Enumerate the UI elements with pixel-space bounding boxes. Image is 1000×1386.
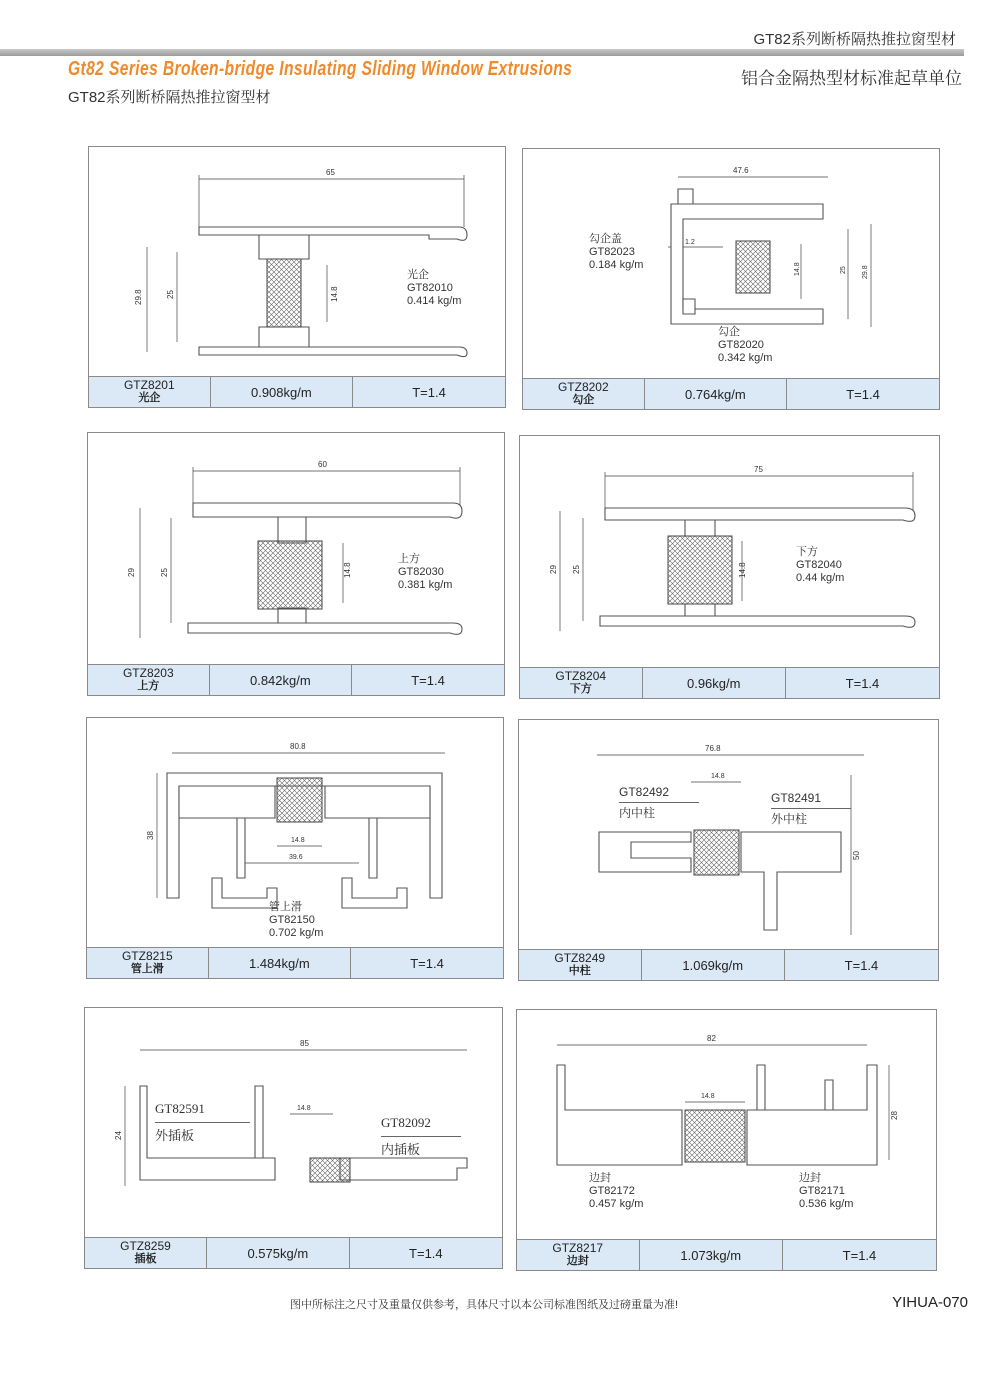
dim-strip: 14.8 xyxy=(297,1105,311,1112)
thermal-strip xyxy=(258,541,322,609)
subtitle-right: 铝合金隔热型材标准起草单位 xyxy=(741,69,962,88)
profile-panel-gtz8259 xyxy=(84,1007,503,1269)
dim-height: 28 xyxy=(890,1111,899,1120)
profile-drawing xyxy=(523,149,939,379)
model-weight: 1.484kg/m xyxy=(209,948,351,978)
title-cn: GT82系列断桥隔热推拉窗型材 xyxy=(68,89,271,106)
model-name: 管上滑 xyxy=(130,963,164,975)
part-label: GT82492 内中柱 xyxy=(619,782,699,823)
part-label: 光企 GT82010 0.414 kg/m xyxy=(407,269,462,307)
profile-panel-gtz8201 xyxy=(88,146,506,408)
part-label: 勾企 GT82020 0.342 kg/m xyxy=(718,326,773,364)
dim-height: 24 xyxy=(114,1131,123,1140)
spec-row xyxy=(519,949,938,980)
thermal-strip xyxy=(310,1158,350,1182)
dim-width: 76.8 xyxy=(705,744,721,753)
part-label: GT82491 外中柱 xyxy=(771,788,851,829)
header-rule xyxy=(0,49,964,56)
dim-width: 75 xyxy=(754,465,763,474)
profile-drawing xyxy=(87,718,503,948)
part-label: GT82591 外插板 xyxy=(155,1096,250,1149)
model-code: GTZ8202 xyxy=(557,380,609,394)
dim-width: 47.6 xyxy=(733,166,749,175)
dim-width: 80.8 xyxy=(290,742,306,751)
thermal-strip xyxy=(668,536,732,604)
spec-row xyxy=(517,1239,936,1270)
profile-panel-gtz8203 xyxy=(87,432,505,696)
dim-gap: 1.2 xyxy=(685,239,695,246)
dim-height: 29 xyxy=(127,568,136,577)
part-label: 上方 GT82030 0.381 kg/m xyxy=(398,553,453,591)
model-code: GTZ8217 xyxy=(552,1241,604,1255)
model-thickness: T=1.4 xyxy=(410,955,444,971)
dim-strip: 14.8 xyxy=(291,837,305,844)
dim-width: 82 xyxy=(707,1034,716,1043)
page-number: YIHUA-070 xyxy=(892,1294,968,1311)
thermal-strip xyxy=(267,259,301,327)
dim-strip: 14.8 xyxy=(330,286,339,302)
profile-drawing xyxy=(88,433,504,665)
model-weight: 0.908kg/m xyxy=(211,377,353,407)
dim-height: 50 xyxy=(852,851,861,860)
profile-shape xyxy=(599,832,691,872)
spec-row xyxy=(520,667,939,698)
model-weight: 1.073kg/m xyxy=(640,1240,783,1270)
model-name: 上方 xyxy=(137,680,160,692)
profile-shape xyxy=(199,227,467,240)
model-name: 边封 xyxy=(566,1255,589,1267)
model-weight: 0.764kg/m xyxy=(645,379,787,409)
profile-drawing xyxy=(519,720,938,950)
model-code: GTZ8204 xyxy=(555,669,607,683)
model-thickness: T=1.4 xyxy=(845,675,880,691)
part-label: GT82092 内插板 xyxy=(381,1110,461,1163)
profile-panel-gtz8202 xyxy=(522,148,940,410)
thermal-strip xyxy=(694,830,739,875)
dim-strip: 14.8 xyxy=(343,562,352,578)
model-name: 中柱 xyxy=(568,965,591,977)
dim-height: 29.8 xyxy=(134,289,143,305)
profile-shape xyxy=(557,1065,682,1165)
model-thickness: T=1.4 xyxy=(409,1245,443,1261)
model-name: 下方 xyxy=(569,683,592,695)
profile-shape xyxy=(193,503,462,518)
dim-inner-height: 25 xyxy=(840,266,847,274)
model-code: GTZ8215 xyxy=(121,949,173,963)
model-weight: 0.575kg/m xyxy=(207,1238,350,1268)
dim-strip: 14.8 xyxy=(738,562,747,578)
model-thickness: T=1.4 xyxy=(412,384,446,400)
profile-shape xyxy=(605,508,915,521)
model-code: GTZ8259 xyxy=(120,1239,171,1253)
profile-panel-gtz8215 xyxy=(86,717,504,979)
part-label: 勾企盖 GT82023 0.184 kg/m xyxy=(589,233,644,271)
model-thickness: T=1.4 xyxy=(842,1247,877,1263)
part-label: 下方 GT82040 0.44 kg/m xyxy=(796,546,845,584)
model-code: GTZ8201 xyxy=(123,378,175,392)
dim-height: 38 xyxy=(146,831,155,840)
model-weight: 0.842kg/m xyxy=(210,665,352,695)
title-en: Gt82 Series Broken-bridge Insulating Sliding Window Extrusions xyxy=(68,58,573,80)
model-name: 插板 xyxy=(134,1253,157,1265)
thermal-strip xyxy=(277,778,322,822)
part-label: 边封 GT82171 0.536 kg/m xyxy=(799,1172,854,1210)
spec-row xyxy=(89,376,505,407)
model-weight: 0.96kg/m xyxy=(643,668,786,698)
disclaimer-note: 图中所标注之尺寸及重量仅供参考，具体尺寸以本公司标准图纸及过磅重量为准! xyxy=(290,1299,679,1311)
model-code: GTZ8249 xyxy=(554,951,606,965)
profile-drawing xyxy=(517,1010,936,1240)
dim-height: 29 xyxy=(549,565,558,574)
dim-width: 60 xyxy=(318,460,327,469)
dim-strip: 14.8 xyxy=(711,773,725,780)
dim-inner-height: 25 xyxy=(160,568,169,577)
thermal-strip xyxy=(736,241,770,293)
dim-height: 29.8 xyxy=(862,265,869,279)
model-code: GTZ8203 xyxy=(122,666,174,680)
dim-width: 65 xyxy=(326,168,335,177)
model-thickness: T=1.4 xyxy=(844,957,879,973)
model-weight: 1.069kg/m xyxy=(642,950,785,980)
profile-panel-gtz8204 xyxy=(519,435,940,699)
part-label: 边封 GT82172 0.457 kg/m xyxy=(589,1172,644,1210)
dim-inner-height: 25 xyxy=(166,290,175,299)
dim-strip: 14.8 xyxy=(701,1093,715,1100)
profile-drawing xyxy=(520,436,939,668)
spec-row xyxy=(523,378,939,409)
profile-panel-gtz8249 xyxy=(518,719,939,981)
model-thickness: T=1.4 xyxy=(411,672,445,688)
dim-gap: 39.6 xyxy=(289,854,303,861)
spec-row xyxy=(88,664,504,695)
model-name: 光企 xyxy=(138,392,161,404)
thermal-strip xyxy=(685,1110,745,1162)
profile-panel-gtz8217 xyxy=(516,1009,937,1271)
part-label: 管上滑 GT82150 0.702 kg/m xyxy=(269,901,324,939)
series-title-top: GT82系列断桥隔热推拉窗型材 xyxy=(753,31,956,48)
spec-row xyxy=(85,1237,502,1268)
profile-drawing xyxy=(89,147,505,377)
model-thickness: T=1.4 xyxy=(846,386,880,402)
model-name: 勾企 xyxy=(572,394,595,406)
dim-width: 85 xyxy=(300,1039,309,1048)
profile-drawing xyxy=(85,1008,502,1238)
dim-strip: 14.8 xyxy=(794,262,801,276)
dim-inner-height: 25 xyxy=(572,565,581,574)
spec-row xyxy=(87,947,503,978)
